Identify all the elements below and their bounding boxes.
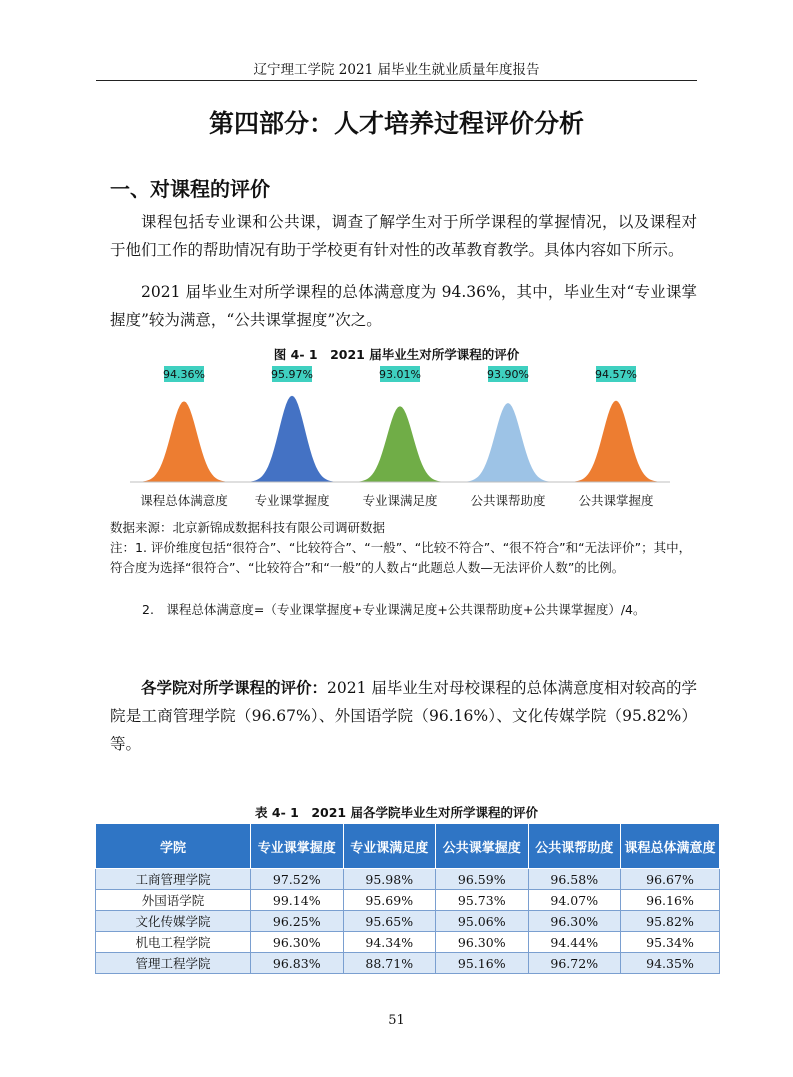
cell-value: 96.59% [436, 869, 529, 890]
header-public-help: 公共课帮助度 [528, 824, 621, 869]
cell-value: 88.71% [343, 953, 436, 974]
header-college: 学院 [96, 824, 251, 869]
table-row [96, 869, 720, 890]
cell-value: 95.98% [343, 869, 436, 890]
cell-value: 96.72% [528, 953, 621, 974]
category-label: 公共课掌握度 [578, 493, 654, 508]
note-1: 注：1. 评价维度包括“很符合”、“比较符合”、“一般”、“比较不符合”、“很不符合”和“无法评价”；其中，符合度为选择“很符合”、“比较符合”和“一般”的人数占“此题总人数—无法评价人数”的比例。 [110, 540, 692, 575]
page-header: 辽宁理工学院 2021 届毕业生就业质量年度报告 [96, 58, 697, 81]
cell-value: 95.69% [343, 890, 436, 911]
cell-college: 管理工程学院 [96, 953, 251, 974]
part-title: 第四部分：人才培养过程评价分析 [208, 109, 584, 138]
cell-value: 96.16% [621, 890, 720, 911]
cell-value: 95.34% [621, 932, 720, 953]
paragraph-college-lead: 各学院对所学课程的评价： [141, 679, 328, 697]
cell-value: 94.34% [343, 932, 436, 953]
cell-value: 96.67% [621, 869, 720, 890]
cell-value: 96.58% [528, 869, 621, 890]
cell-value: 94.07% [528, 890, 621, 911]
cell-value: 95.65% [343, 911, 436, 932]
cell-value: 95.06% [436, 911, 529, 932]
cell-college: 工商管理学院 [96, 869, 251, 890]
table-row [96, 932, 720, 953]
cell-value: 95.82% [621, 911, 720, 932]
peak-2 [242, 396, 342, 482]
peak-1 [134, 401, 234, 482]
cell-value: 97.52% [251, 869, 344, 890]
data-source: 数据来源：北京新锦成数据科技有限公司调研数据 [110, 520, 386, 535]
course-evaluation-chart [130, 362, 670, 514]
paragraph-college [110, 674, 697, 758]
cell-value: 96.30% [251, 932, 344, 953]
paragraph-overall: 2021 届毕业生对所学课程的总体满意度为 94.36%，其中，毕业生对“专业课掌握度”较为满意，“公共课掌握度”次之。 [110, 283, 697, 329]
cell-college: 机电工程学院 [96, 932, 251, 953]
header-major-meet: 专业课满足度 [343, 824, 436, 869]
page-number: 51 [388, 1013, 405, 1028]
header-overall: 课程总体满意度 [621, 824, 720, 869]
table-row [96, 953, 720, 974]
cell-value: 94.35% [621, 953, 720, 974]
value-label: 93.90% [487, 368, 529, 381]
cell-value: 99.14% [251, 890, 344, 911]
figure-title: 图 4- 1 2021 届毕业生对所学课程的评价 [273, 347, 520, 362]
peak-4 [458, 403, 558, 482]
paragraph-intro: 课程包括专业课和公共课，调查了解学生对于所学课程的掌握情况，以及课程对于他们工作的帮助情况有助于学校更有针对性的改革教育教学。具体内容如下所示。 [110, 213, 697, 259]
category-label: 公共课帮助度 [470, 493, 546, 508]
cell-value: 96.30% [528, 911, 621, 932]
cell-college: 文化传媒学院 [96, 911, 251, 932]
value-label: 93.01% [379, 368, 421, 381]
table-row [96, 890, 720, 911]
cell-value: 95.16% [436, 953, 529, 974]
cell-value: 94.44% [528, 932, 621, 953]
table-title: 表 4- 1 2021 届各学院毕业生对所学课程的评价 [255, 805, 538, 820]
header-major-mastery: 专业课掌握度 [251, 824, 344, 869]
peak-3 [350, 406, 450, 482]
paragraph-college-text: 2021 届毕业生对母校课程的总体满意度相对较高的学院是工商管理学院（96.67%）、外国语学院（96.16%）、文化传媒学院（95.82%）等。 [110, 679, 697, 753]
cell-value: 95.73% [436, 890, 529, 911]
note-2: 2. 课程总体满意度=（专业课掌握度+专业课满足度+公共课帮助度+公共课掌握度）/4。 [142, 602, 646, 617]
value-label: 94.36% [163, 368, 205, 381]
category-label: 课程总体满意度 [140, 493, 228, 508]
value-label: 94.57% [595, 368, 637, 381]
value-label: 95.97% [271, 368, 313, 381]
header-public-mastery: 公共课掌握度 [436, 824, 529, 869]
table-row [96, 911, 720, 932]
section-title: 一、对课程的评价 [110, 177, 270, 201]
peak-5 [566, 401, 666, 482]
college-evaluation-table [95, 823, 720, 974]
cell-value: 96.30% [436, 932, 529, 953]
category-label: 专业课掌握度 [254, 493, 330, 508]
cell-value: 96.83% [251, 953, 344, 974]
cell-college: 外国语学院 [96, 890, 251, 911]
cell-value: 96.25% [251, 911, 344, 932]
category-label: 专业课满足度 [362, 493, 438, 508]
table-header-row [96, 824, 720, 869]
